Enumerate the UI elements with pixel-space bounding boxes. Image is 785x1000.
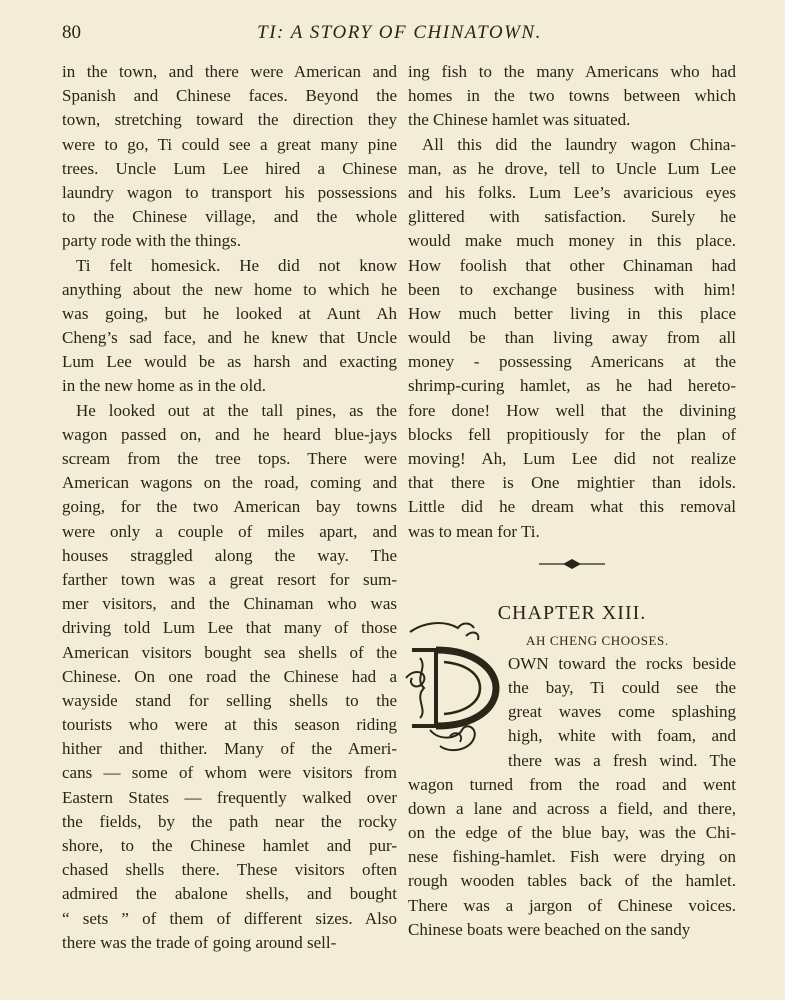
text-line: were to go, Ti could see a great many pine: [62, 134, 397, 154]
text-line: trees. Uncle Lum Lee hired a Chinese: [62, 158, 397, 178]
text-line: shore, to the Chinese hamlet and pur-: [62, 836, 397, 855]
text-line: would be than living away from all: [408, 328, 736, 348]
text-line: nese fishing-hamlet. Fish were drying on: [408, 847, 736, 867]
text-line: American wagons on the road, coming and: [62, 473, 397, 493]
text-line: that there is One mightier than idols.: [408, 473, 736, 493]
text-line: town, stretching toward the direction they: [62, 110, 397, 130]
chapter-title: CHAPTER XIII.: [497, 601, 647, 624]
text-line: Little did he dream what this removal: [408, 497, 736, 517]
text-line: wagon turned from the road and went: [408, 774, 736, 794]
text-line: high, white with foam, and: [508, 726, 736, 746]
text-line: man, as he drove, tell to Uncle Lum Lee: [408, 158, 736, 178]
text-line: wagon passed on, and he heard blue-jays: [62, 424, 397, 444]
text-line: mer visitors, and the Chinaman who was: [62, 594, 397, 614]
text-line: He looked out at the tall pines, as the: [76, 400, 397, 420]
text-line: rough wooden tables back of the hamlet.: [408, 871, 736, 891]
page-header: [62, 22, 737, 48]
text-line: Chinese. On one road the Chinese had a: [62, 666, 397, 686]
text-line: homes in the two towns between which: [408, 86, 736, 106]
text-line: farther town was a great resort for sum-: [62, 569, 397, 589]
left-column: [62, 60, 397, 955]
text-line: Chinese boats were beached on the sandy: [408, 919, 691, 939]
text-line: How much better living in this place: [408, 303, 736, 323]
text-line: been to exchange business with him!: [408, 279, 736, 299]
text-line: to the Chinese village, and the whole: [62, 207, 397, 227]
text-line: moving! Ah, Lum Lee did not realize: [408, 449, 736, 468]
text-line: ing fish to the many Americans who had: [408, 62, 736, 81]
text-line: Ti felt homesick. He did not know: [76, 255, 397, 275]
page-number: 80: [62, 22, 81, 43]
text-line: admired the abalone shells, and bought: [62, 884, 397, 904]
text-line: was to mean for Ti.: [408, 521, 540, 541]
text-line: great waves come splashing: [508, 702, 736, 722]
running-title: TI: A STORY OF CHINATOWN.: [257, 22, 542, 43]
decorative-dropcap-d: [400, 618, 504, 760]
text-line: There was a jargon of Chinese voices.: [408, 895, 736, 915]
text-line: cans — some of whom were visitors from: [62, 763, 397, 783]
right-column-bottom-text: [408, 773, 736, 942]
text-line: fore done! How well that the divining: [408, 400, 736, 420]
text-line: OWN toward the rocks beside: [508, 653, 736, 673]
text-line: down a lane and across a field, and there,: [408, 798, 736, 818]
text-line: houses straggled along the way. The: [62, 545, 397, 565]
text-line: Lum Lee would be as harsh and exacting: [62, 352, 397, 372]
text-line: blocks fell propitiously for the plan of: [408, 424, 736, 444]
text-line: there was the trade of going around sell-: [62, 932, 337, 952]
text-line: in the town, and there were American and: [62, 62, 397, 81]
text-line: were only a couple of miles apart, and: [62, 521, 397, 541]
text-line: going, for the two American bay towns: [62, 497, 397, 517]
text-line: the fields, by the path near the rocky: [62, 811, 397, 831]
text-line: Eastern States — frequently walked over: [62, 787, 397, 807]
text-line: How foolish that other Chinaman had: [408, 255, 736, 275]
text-line: glittered with satisfaction. Surely he: [408, 207, 736, 227]
text-line: in the new home as in the old.: [62, 376, 266, 396]
text-line: tourists who were at this season riding: [62, 715, 397, 735]
text-line: driving told Lum Lee that many of those: [62, 618, 397, 638]
text-line: hither and thither. Many of the Ameri-: [62, 739, 397, 759]
text-line: Cheng’s sad face, and he knew that Uncle: [62, 328, 397, 348]
text-line: would make much money in this place.: [408, 231, 736, 251]
section-divider-ornament: [408, 554, 736, 594]
text-line: laundry wagon to transport his possessions: [62, 182, 397, 202]
text-line: “ sets ” of them of different sizes. Also: [62, 908, 397, 928]
right-column-top-text: [408, 60, 736, 544]
text-line: Spanish and Chinese faces. Beyond the: [62, 86, 397, 106]
text-line: chased shells there. These visitors often: [62, 860, 397, 880]
text-line: the Chinese hamlet was situated.: [408, 110, 631, 130]
text-line: there was a fresh wind. The: [508, 750, 736, 770]
text-line: anything about the new home to which he: [62, 279, 397, 299]
text-line: shrimp-curing hamlet, as he had hereto-: [408, 376, 736, 396]
text-line: All this did the laundry wagon China-: [422, 134, 736, 154]
text-line: was going, but he looked at Aunt Ah: [62, 303, 397, 323]
chapter-subtitle: AH CHENG CHOOSES.: [526, 632, 669, 648]
text-line: money - possessing Americans at the: [408, 352, 736, 372]
right-column: [408, 60, 736, 942]
text-line: scream from the tree tops. There were: [62, 449, 397, 468]
divider-ornament-icon: [537, 557, 607, 571]
text-line: the bay, Ti could see the: [508, 677, 736, 697]
text-line: American visitors bought sea shells of the: [62, 642, 397, 662]
text-line: and his folks. Lum Lee’s avaricious eyes: [408, 182, 736, 202]
text-line: on the edge of the blue bay, was the Chi-: [408, 823, 736, 843]
chapter-opening: [408, 630, 736, 773]
text-line: party rode with the things.: [62, 231, 241, 251]
text-line: wayside stand for selling shells to the: [62, 690, 397, 710]
